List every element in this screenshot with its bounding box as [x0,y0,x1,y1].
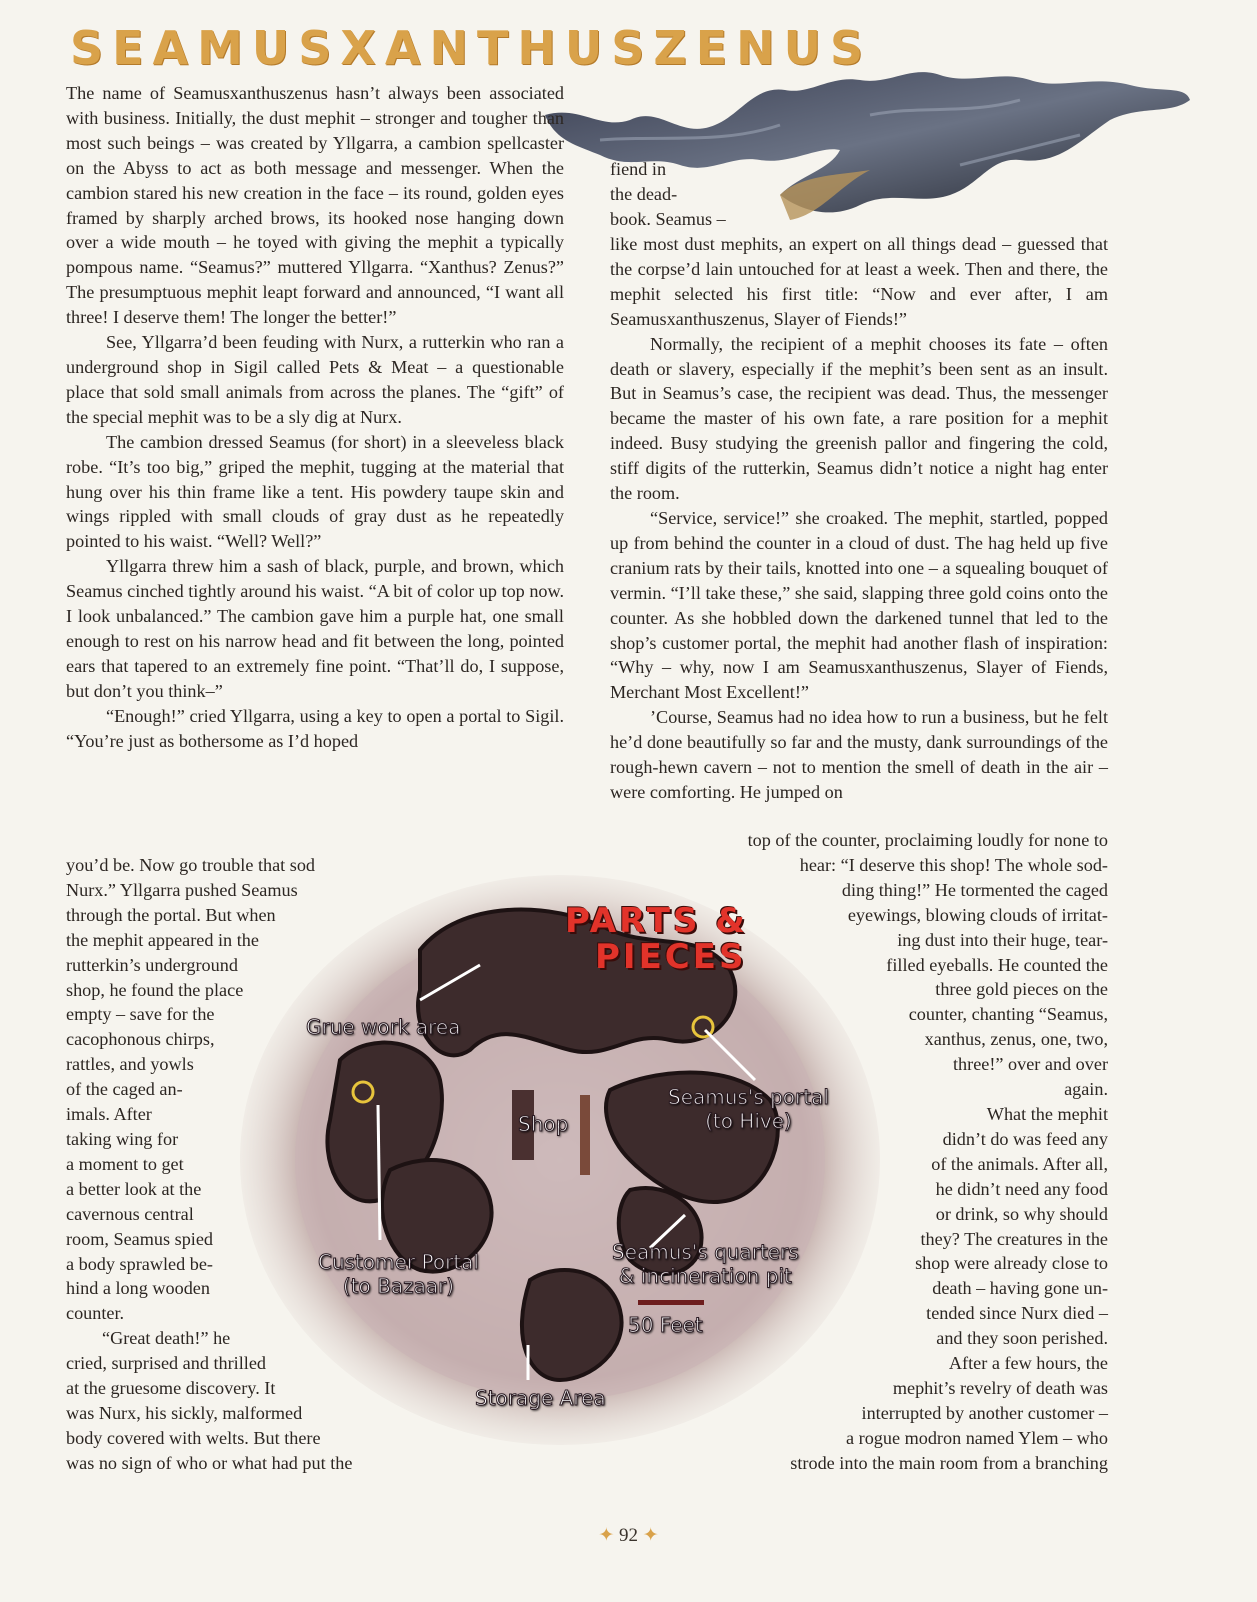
text-line: rattles, and yowls [66,1054,194,1075]
text-line: cried, surprised and thrilled [66,1353,267,1374]
text-line: three gold pieces on the [935,979,1108,1000]
text-line: eyewings, blowing clouds of irritat- [847,904,1108,925]
paragraph: The name of Seamusxanthuszenus hasn’t always been associated with business. Initially, the dust mephit – stronger and tougher than most such beings – was created by Yllgarra, a cambion spellcaster on the Abyss to act as both message and messenger. When the cambion stared his new creation in the face – its round, golden eyes framed by sharply arched brows, its hooked nose hanging down over a wide mouth – he toyed with giving the mephit a typically pompous name. “Seamus?” muttered Yllgarra. “Xanthus? Zenus?” The presumptuous mephit leapt forward and announced, “I want all three! I deserve them! The longer the better!” [66,83,564,328]
right-column [610,232,1108,805]
text-line: hind a long wooden [66,1278,210,1299]
text-line: was Nurx, his sickly, malformed [66,1402,303,1423]
text-line: top of the counter, proclaiming loudly for none to [747,830,1108,850]
text-line: cacophonous chirps, [66,1029,215,1050]
text-line: counter, chanting “Seamus, [908,1004,1108,1025]
text-line: a better look at the [66,1178,202,1199]
text-line: counter. [66,1303,125,1324]
text-line: of the caged an- [66,1079,183,1100]
text-line: a moment to get [66,1153,184,1174]
label-storage-area: Storage Area [475,1386,606,1410]
cavern-map-drawing [230,860,890,1460]
label-customer-portal: Customer Portal (to Bazaar) [318,1250,479,1298]
text-line: Nurx.” Yllgarra pushed Seamus [66,879,298,900]
text-line: body covered with welts. But there [66,1427,321,1448]
text-line: fiend in [610,159,667,179]
text-line: “Great death!” he [102,1328,231,1349]
text-line: again. [1064,1079,1108,1100]
label-shop: Shop [518,1112,569,1136]
paragraph: like most dust mephits, an expert on all things dead – guessed that the corpse’d lain untouched for at least a week. Then and there, the mephit selected his first title: “Now and ever after, I am Seamusxanthuszenus, Slayer of Fiends!” [610,234,1108,329]
text-line: and they soon perished. [936,1328,1108,1349]
text-line: empty – save for the [66,1004,215,1025]
text-line: xanthus, zenus, one, two, [924,1029,1108,1050]
paragraph: Normally, the recipient of a mephit chooses its fate – often death or slavery, especially if the mephit’s been sent as an insult. But in Seamus’s case, the recipient was dead. Thus, the messenger became the master of his own fate, a rare position for a mephit indeed. Busy studying the greenish pallor and fingering the cold, stiff digits of the rutterkin, Seamus didn’t notice a night hag enter the room. [610,333,1108,504]
text-line: shop, he found the place [66,979,244,1000]
paragraph: ’Course, Seamus had no idea how to run a business, but he felt he’d done beautifully so far and the musty, dank surroundings of the rough-hewn cavern – not to mention the smell of death in the air – were comforting. He jumped on [610,707,1108,802]
text-line: a rogue modron named Ylem – who [846,1427,1108,1448]
text-line: cavernous central [66,1203,194,1224]
text-line: the mephit appeared in the [66,929,259,950]
parts-and-pieces-map [230,860,890,1460]
text-line: he didn’t need any food [935,1178,1108,1199]
scale-label: 50 Feet [628,1313,703,1337]
text-line: through the portal. But when [66,904,276,925]
label-seamus-quarters: Seamus's quarters & incineration pit [612,1240,799,1288]
text-line: a body sprawled be- [66,1253,213,1274]
text-line: What the mephit [986,1103,1108,1124]
text-line: filled eyeballs. He counted the [886,954,1108,975]
text-line: shop were already close to [915,1253,1108,1274]
text-line: book. Seamus – [610,208,726,229]
paragraph: See, Yllgarra’d been feuding with Nurx, a rutterkin who ran a underground shop in Sigil called Pets & Meat – a questionable place that sold small animals from across the planes. The “gift” of the special mephit was to be a sly dig at Nurx. [66,332,564,427]
text-line: they? The creatures in the [920,1228,1108,1249]
text-line: room, Seamus spied [66,1228,214,1249]
paragraph: Yllgarra threw him a sash of black, purple, and brown, which Seamus cinched tightly around his waist. “A bit of color up top now. I look unbalanced.” The cambion gave him a purple hat, one small enough to rest on his narrow head and fit between the long, pointed ears that tapered to an extremely fine point. “That’ll do, I suppose, but don’t you think–” [66,556,564,701]
paragraph: “Service, service!” she croaked. The mephit, startled, popped up from behind the counter in a cloud of dust. The hag held up five cranium rats by their tails, knotted into one – a squealing bouquet of vermin. “I’ll take these,” she said, slapping three gold coins onto the counter. As she hobbled down the darkened tunnel that led to the shop’s customer portal, the mephit had another flash of inspiration: “Why – why, now I am Seamusxanthuszenus, Slayer of Fiends, Merchant Most Excellent!” [610,507,1108,703]
text-line: of the animals. After all, [931,1153,1108,1174]
text-line: strode into the main room from a branching [790,1452,1108,1473]
article-title: SEAMUSXANTHUSZENUS [70,21,873,75]
map-title: PARTS & [565,901,748,941]
text-line: or drink, so why should [935,1203,1108,1224]
paragraph: “Enough!” cried Yllgarra, using a key to open a portal to Sigil. “You’re just as bothersome as I’d hoped [66,705,564,751]
text-line: was no sign of who or what had put the [66,1452,353,1473]
text-line: three!” over and over [952,1054,1108,1075]
text-line: mephit’s revelry of death was [892,1377,1108,1398]
text-line: you’d be. Now go trouble that sod [66,855,316,875]
left-column [66,81,564,753]
text-line: tended since Nurx died – [926,1303,1108,1324]
label-seamus-portal: Seamus's portal (to Hive) [668,1085,829,1133]
page-number: ✦ 92 ✦ [598,1525,659,1546]
map-title: PIECES [595,937,747,977]
text-line: ing dust into their huge, tear- [897,929,1108,950]
text-line: imals. After [66,1104,152,1125]
text-line: taking wing for [66,1128,179,1149]
text-line: hear: “I deserve this shop! The whole sod- [799,854,1108,875]
label-grue-work-area: Grue work area [306,1015,461,1039]
text-line: ding thing!” He tormented the caged [841,879,1108,900]
right-top-lines [610,157,770,232]
text-line: at the gruesome discovery. It [66,1378,276,1399]
text-line: death – having gone un- [932,1278,1108,1299]
text-line: rutterkin’s underground [66,954,238,975]
paragraph: The cambion dressed Seamus (for short) in a sleeveless black robe. “It’s too big,” griped the mephit, tugging at the material that hung over his thin frame like a tent. His powdery taupe skin and wings rippled with small clouds of gray dust as he repeatedly pointed to his waist. “Well? Well?” [66,431,564,552]
text-line: After a few hours, the [948,1353,1108,1374]
text-line: interrupted by another customer – [861,1402,1108,1423]
text-line: didn’t do was feed any [942,1128,1108,1149]
text-line: the dead- [610,183,678,204]
